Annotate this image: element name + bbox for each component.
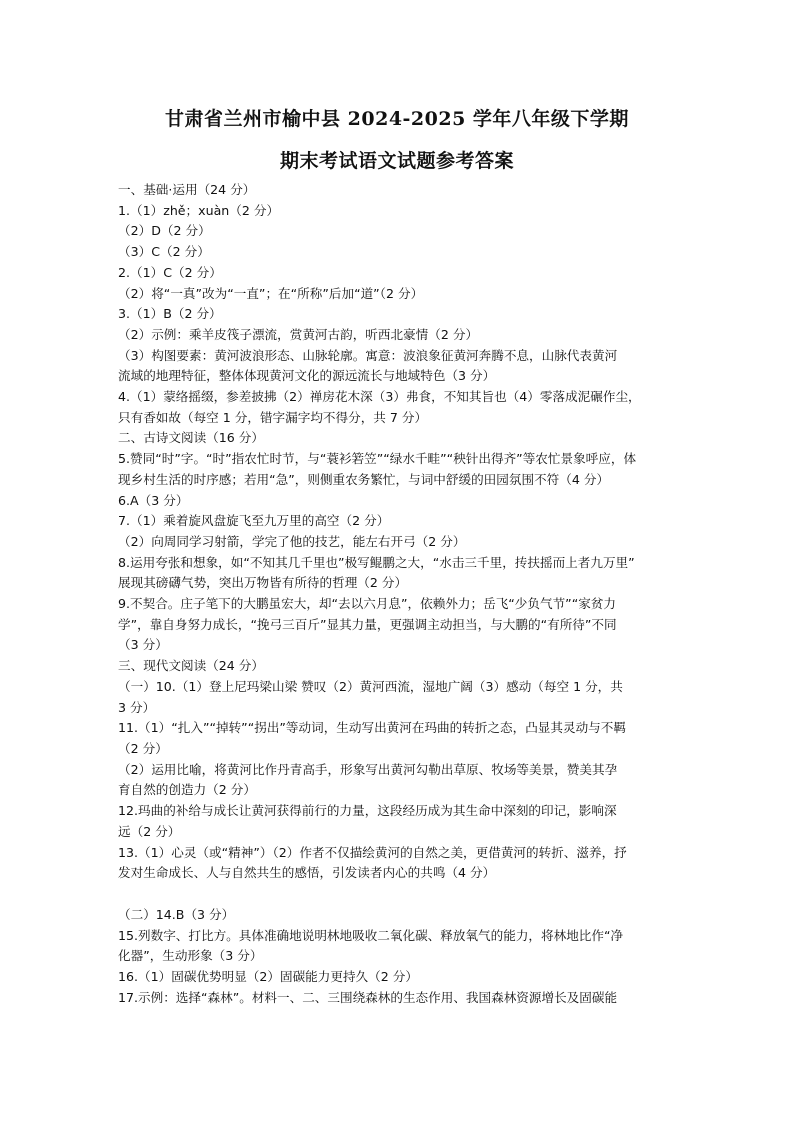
answer-line: 远（2 分） — [118, 823, 181, 839]
answer-line: 只有香如故（每空 1 分，错字漏字均不得分，共 7 分） — [118, 409, 428, 425]
answer-line: 育自然的创造力（2 分） — [118, 782, 256, 798]
answer-line: （2）D（2 分） — [118, 223, 211, 239]
answer-line: 9.不契合。庄子笔下的大鹏虽宏大，却“去以六月息”，依赖外力；岳飞“少负气节”“家贫力 — [118, 596, 617, 612]
document-title-line-2: 期末考试语文试题参考答案 — [279, 150, 514, 172]
blank-line — [118, 884, 686, 905]
answer-line: 1.（1）zhě；xuàn（2 分） — [118, 202, 280, 218]
answer-line: 17.示例：选择“森林”。材料一、二、三围绕森林的生态作用、我国森林资源增长及固碳能 — [118, 989, 618, 1005]
answer-line: （2）向周同学习射箭，学完了他的技艺，能左右开弓（2 分） — [118, 533, 466, 549]
answer-line: （一）10.（1）登上尼玛梁山梁 赞叹（2）黄河西流，湿地广阔（3）感动（每空 1 分，共 — [118, 678, 623, 694]
answer-line: 3 分） — [118, 699, 156, 715]
answer-line: 12.玛曲的补给与成长让黄河获得前行的力量，这段经历成为其生命中深刻的印记，影响深 — [118, 803, 617, 819]
answer-line: （2）将“一真”改为“一直”；在“所称”后加“道”（2 分） — [118, 285, 424, 301]
answer-line: 三、现代文阅读（24 分） — [118, 658, 264, 674]
answer-line: （3 分） — [118, 637, 168, 653]
answer-line: 4.（1）蒙络摇缀，参差披拂（2）禅房花木深（3）弗食，不知其旨也（4）零落成泥碾作尘， — [118, 389, 641, 405]
document-title-line-1: 甘肃省兰州市榆中县 2024-2025 学年八年级下学期 — [165, 108, 629, 130]
answer-line: 15.列数字、打比方。具体准确地说明林地吸收二氧化碳、释放氧气的能力，将林地比作“净 — [118, 927, 624, 943]
answer-line: 现乡村生活的时序感；若用“急”，则侧重农务繁忙，与词中舒缓的田园氛围不符（4 分） — [118, 471, 610, 487]
answer-line: （2）示例：乘羊皮筏子漂流，赏黄河古韵，听西北豪情（2 分） — [118, 326, 479, 342]
answer-line: 一、基础·运用（24 分） — [118, 182, 256, 197]
answer-line: （3）C（2 分） — [118, 244, 210, 260]
answer-line: 5.赞同“时”字。“时”指农忙时节，与“蓑衫箬笠”“绿水千畦”“秧针出得齐”等农忙景象呼应，体 — [118, 451, 637, 467]
answer-line: 3.（1）B（2 分） — [118, 306, 222, 322]
answer-line: 化器”，生动形象（3 分） — [118, 948, 263, 964]
answer-line: （2 分） — [118, 740, 168, 756]
answer-line: 8.运用夸张和想象，如“不知其几千里也”极写鲲鹏之大，“水击三千里，抟扶摇而上者九万里” — [118, 554, 635, 570]
answer-line: 2.（1）C（2 分） — [118, 264, 222, 280]
answer-line: 展现其磅礴气势，突出万物皆有所待的哲理（2 分） — [118, 575, 408, 591]
answer-line: 13.（1）心灵（或“精神”）（2）作者不仅描绘黄河的自然之美，更借黄河的转折、滋养，抒 — [118, 844, 627, 860]
answer-line: 7.（1）乘着旋风盘旋飞至九万里的高空（2 分） — [118, 513, 390, 529]
answer-line: （3）构图要素：黄河波浪形态、山脉轮廓。寓意：波浪象征黄河奔腾不息，山脉代表黄河 — [118, 347, 618, 363]
answer-line: 发对生命成长、人与自然共生的感悟，引发读者内心的共鸣（4 分） — [118, 865, 496, 881]
answer-line: （二）14.B（3 分） — [118, 906, 235, 922]
answer-line: 流域的地理特征，整体体现黄河文化的源远流长与地域特色（3 分） — [118, 368, 496, 384]
answer-line: 6.A（3 分） — [118, 492, 189, 508]
answer-line: （2）运用比喻，将黄河比作丹青高手，形象写出黄河勾勒出草原、牧场等美景，赞美其孕 — [118, 761, 618, 777]
answer-line: 学”，靠自身努力成长，“挽弓三百斤”显其力量，更强调主动担当，与大鹏的“有所待”不同 — [118, 616, 617, 632]
answer-line: 16.（1）固碳优势明显（2）固碳能力更持久（2 分） — [118, 969, 418, 985]
answer-body — [118, 180, 686, 1008]
answer-line: 二、古诗文阅读（16 分） — [118, 430, 264, 446]
answer-line: 11.（1）“扎入”“掉转”“拐出”等动词，生动写出黄河在玛曲的转折之态，凸显其灵动与不羁 — [118, 720, 626, 736]
